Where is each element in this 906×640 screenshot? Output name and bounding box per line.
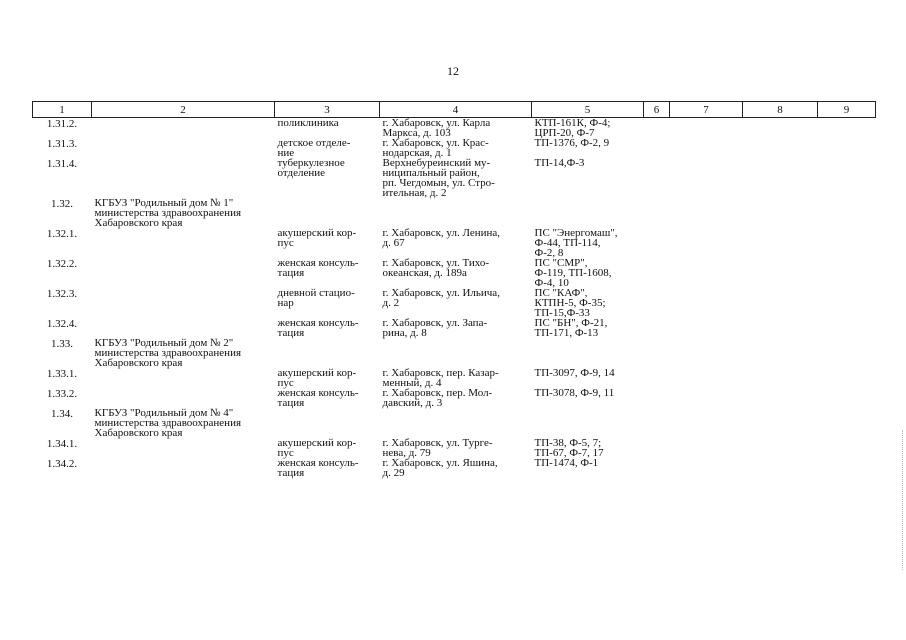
organization-cell	[92, 388, 275, 408]
power-supply-text: КТП-161К, Ф-4; ЦРП-20, Ф-7	[534, 117, 611, 139]
object-text: женская консуль- тация	[277, 457, 359, 479]
page-number: 12	[447, 64, 459, 78]
empty-cell	[670, 198, 743, 228]
empty-cell	[670, 158, 743, 198]
address-text: г. Хабаровск, ул. Ильича, д. 2	[382, 287, 500, 309]
empty-cell	[818, 138, 876, 158]
object-cell	[275, 158, 380, 198]
empty-cell	[743, 318, 818, 338]
empty-cell	[818, 198, 876, 228]
power-supply-text: ТП-1474, Ф-1	[534, 457, 599, 469]
object-cell	[275, 458, 380, 478]
organization-cell	[92, 288, 275, 318]
object-cell	[275, 118, 380, 139]
address-text: г. Хабаровск, ул. Запа- рина, д. 8	[382, 317, 488, 339]
object-cell	[275, 368, 380, 388]
empty-cell	[818, 368, 876, 388]
power-supply-text: ПС "КАФ", КТПН-5, Ф-35; ТП-15,Ф-33	[534, 287, 606, 319]
organization-cell	[92, 408, 275, 438]
power-supply-text: ТП-14,Ф-3	[534, 157, 585, 169]
power-supply-text: ПС "СМР", Ф-119, ТП-1608, Ф-4, 10	[534, 257, 612, 289]
organization-text: КГБУЗ "Родильный дом № 4" министерства здравоохранения Хабаровского края	[94, 407, 242, 439]
address-cell	[380, 258, 532, 288]
power-supply-text: ПС "БН", Ф-21, ТП-171, Ф-13	[534, 317, 608, 339]
object-text: дневной стацио- нар	[277, 287, 355, 309]
empty-cell	[743, 138, 818, 158]
object-cell	[275, 338, 380, 368]
address-cell	[380, 198, 532, 228]
table-row-section	[33, 198, 876, 228]
power-supply-text: ПС "Энергомаш", Ф-44, ТП-114, Ф-2, 8	[534, 227, 618, 259]
empty-cell	[743, 258, 818, 288]
column-header-9: 9	[818, 102, 876, 118]
object-text: поликлиника	[277, 117, 339, 129]
table-row	[33, 388, 876, 408]
address-text: Верхнебуреинский му- ниципальный район, рп. Чегдомын, ул. Стро- ительная, д. 2	[382, 157, 495, 199]
empty-cell	[644, 338, 670, 368]
empty-cell	[644, 258, 670, 288]
organization-cell	[92, 158, 275, 198]
empty-cell	[743, 368, 818, 388]
empty-cell	[670, 438, 743, 458]
table-row	[33, 368, 876, 388]
empty-cell	[670, 118, 743, 139]
address-cell	[380, 408, 532, 438]
address-cell	[380, 458, 532, 478]
organization-cell	[92, 338, 275, 368]
empty-cell	[743, 408, 818, 438]
empty-cell	[670, 138, 743, 158]
table-row	[33, 438, 876, 458]
object-cell	[275, 228, 380, 258]
power-supply-cell	[532, 288, 644, 318]
table-row-section	[33, 338, 876, 368]
empty-cell	[743, 288, 818, 318]
scan-edge-mark	[901, 430, 903, 570]
power-supply-cell	[532, 388, 644, 408]
power-supply-cell	[532, 458, 644, 478]
object-cell	[275, 198, 380, 228]
power-supply-cell	[532, 438, 644, 458]
empty-cell	[670, 388, 743, 408]
column-header-5: 5	[532, 102, 644, 118]
power-supply-cell	[532, 198, 644, 228]
empty-cell	[644, 288, 670, 318]
empty-cell	[743, 388, 818, 408]
empty-cell	[670, 228, 743, 258]
row-number: 1.34.1.	[46, 438, 78, 450]
object-cell	[275, 138, 380, 158]
empty-cell	[818, 118, 876, 139]
object-text: женская консуль- тация	[277, 317, 359, 339]
header-row	[33, 102, 876, 118]
address-cell	[380, 158, 532, 198]
row-number: 1.33.1.	[46, 368, 78, 380]
organization-cell	[92, 458, 275, 478]
address-cell	[380, 118, 532, 139]
empty-cell	[670, 318, 743, 338]
address-cell	[380, 228, 532, 258]
address-text: г. Хабаровск, ул. Тихо- океанская, д. 189а	[382, 257, 490, 279]
table-body	[33, 118, 876, 479]
object-cell	[275, 388, 380, 408]
object-text: акушерский кор- пус	[277, 227, 357, 249]
power-supply-cell	[532, 258, 644, 288]
address-cell	[380, 338, 532, 368]
row-number: 1.33.2.	[46, 388, 78, 400]
object-cell	[275, 288, 380, 318]
object-text: туберкулезное отделение	[277, 157, 345, 179]
organization-cell	[92, 118, 275, 139]
organization-text: КГБУЗ "Родильный дом № 1" министерства здравоохранения Хабаровского края	[94, 197, 242, 229]
empty-cell	[644, 368, 670, 388]
organization-cell	[92, 258, 275, 288]
empty-cell	[743, 158, 818, 198]
empty-cell	[644, 438, 670, 458]
object-text: акушерский кор- пус	[277, 367, 357, 389]
empty-cell	[670, 408, 743, 438]
column-header-7: 7	[670, 102, 743, 118]
organization-text: КГБУЗ "Родильный дом № 2" министерства здравоохранения Хабаровского края	[94, 337, 242, 369]
power-supply-text: ТП-3078, Ф-9, 11	[534, 387, 615, 399]
empty-cell	[644, 158, 670, 198]
table-row-section	[33, 408, 876, 438]
organization-cell	[92, 318, 275, 338]
empty-cell	[818, 458, 876, 478]
row-number: 1.32.3.	[46, 288, 78, 300]
empty-cell	[818, 388, 876, 408]
power-supply-cell	[532, 338, 644, 368]
empty-cell	[644, 138, 670, 158]
power-supply-cell	[532, 318, 644, 338]
empty-cell	[670, 458, 743, 478]
organization-cell	[92, 438, 275, 458]
empty-cell	[818, 338, 876, 368]
empty-cell	[743, 118, 818, 139]
empty-cell	[743, 338, 818, 368]
empty-cell	[818, 228, 876, 258]
column-header-2: 2	[92, 102, 275, 118]
empty-cell	[670, 288, 743, 318]
table-row	[33, 318, 876, 338]
address-cell	[380, 318, 532, 338]
row-number: 1.34.	[51, 408, 73, 420]
facilities-table	[32, 101, 876, 478]
organization-cell	[92, 228, 275, 258]
object-text: женская консуль- тация	[277, 257, 359, 279]
empty-cell	[818, 158, 876, 198]
empty-cell	[670, 338, 743, 368]
empty-cell	[743, 228, 818, 258]
row-number: 1.31.3.	[46, 138, 78, 150]
power-supply-cell	[532, 228, 644, 258]
empty-cell	[670, 258, 743, 288]
row-number: 1.31.4.	[46, 158, 78, 170]
table-row	[33, 228, 876, 258]
empty-cell	[818, 288, 876, 318]
power-supply-cell	[532, 368, 644, 388]
organization-cell	[92, 138, 275, 158]
row-number: 1.32.2.	[46, 258, 78, 270]
address-cell	[380, 368, 532, 388]
empty-cell	[818, 258, 876, 288]
object-cell	[275, 408, 380, 438]
address-text: г. Хабаровск, пер. Мол- давский, д. 3	[382, 387, 493, 409]
object-cell	[275, 318, 380, 338]
object-text: детское отделе- ние	[277, 137, 351, 159]
table-row	[33, 158, 876, 198]
power-supply-text: ТП-3097, Ф-9, 14	[534, 367, 615, 379]
table-row	[33, 138, 876, 158]
empty-cell	[644, 118, 670, 139]
address-cell	[380, 288, 532, 318]
row-number: 1.32.	[51, 198, 73, 210]
organization-cell	[92, 198, 275, 228]
empty-cell	[644, 388, 670, 408]
address-cell	[380, 388, 532, 408]
table-row	[33, 118, 876, 139]
address-text: г. Хабаровск, пер. Казар- менный, д. 4	[382, 367, 499, 389]
empty-cell	[743, 438, 818, 458]
power-supply-cell	[532, 158, 644, 198]
row-number: 1.34.2.	[46, 458, 78, 470]
object-cell	[275, 438, 380, 458]
power-supply-cell	[532, 138, 644, 158]
address-cell	[380, 138, 532, 158]
row-number: 1.32.4.	[46, 318, 78, 330]
row-number: 1.31.2.	[46, 118, 78, 130]
table-row	[33, 458, 876, 478]
address-text: г. Хабаровск, ул. Яшина, д. 29	[382, 457, 498, 479]
empty-cell	[644, 458, 670, 478]
column-header-3: 3	[275, 102, 380, 118]
address-text: г. Хабаровск, ул. Турге- нева, д. 79	[382, 437, 493, 459]
empty-cell	[818, 318, 876, 338]
object-cell	[275, 258, 380, 288]
organization-cell	[92, 368, 275, 388]
empty-cell	[644, 318, 670, 338]
power-supply-cell	[532, 408, 644, 438]
column-header-6: 6	[644, 102, 670, 118]
empty-cell	[644, 408, 670, 438]
power-supply-cell	[532, 118, 644, 139]
empty-cell	[644, 198, 670, 228]
address-text: г. Хабаровск, ул. Ленина, д. 67	[382, 227, 500, 249]
object-text: женская консуль- тация	[277, 387, 359, 409]
table-row	[33, 258, 876, 288]
empty-cell	[818, 408, 876, 438]
column-header-8: 8	[743, 102, 818, 118]
address-text: г. Хабаровск, ул. Карла Маркса, д. 103	[382, 117, 491, 139]
row-number: 1.32.1.	[46, 228, 78, 240]
row-number: 1.33.	[51, 338, 73, 350]
empty-cell	[644, 228, 670, 258]
column-header-1: 1	[33, 102, 92, 118]
address-cell	[380, 438, 532, 458]
power-supply-text: ТП-1376, Ф-2, 9	[534, 137, 610, 149]
empty-cell	[818, 438, 876, 458]
column-header-4: 4	[380, 102, 532, 118]
address-text: г. Хабаровск, ул. Крас- нодарская, д. 1	[382, 137, 489, 159]
table-header	[33, 102, 876, 118]
empty-cell	[670, 368, 743, 388]
object-text: акушерский кор- пус	[277, 437, 357, 459]
empty-cell	[743, 458, 818, 478]
table-row	[33, 288, 876, 318]
empty-cell	[743, 198, 818, 228]
power-supply-text: ТП-38, Ф-5, 7; ТП-67, Ф-7, 17	[534, 437, 604, 459]
